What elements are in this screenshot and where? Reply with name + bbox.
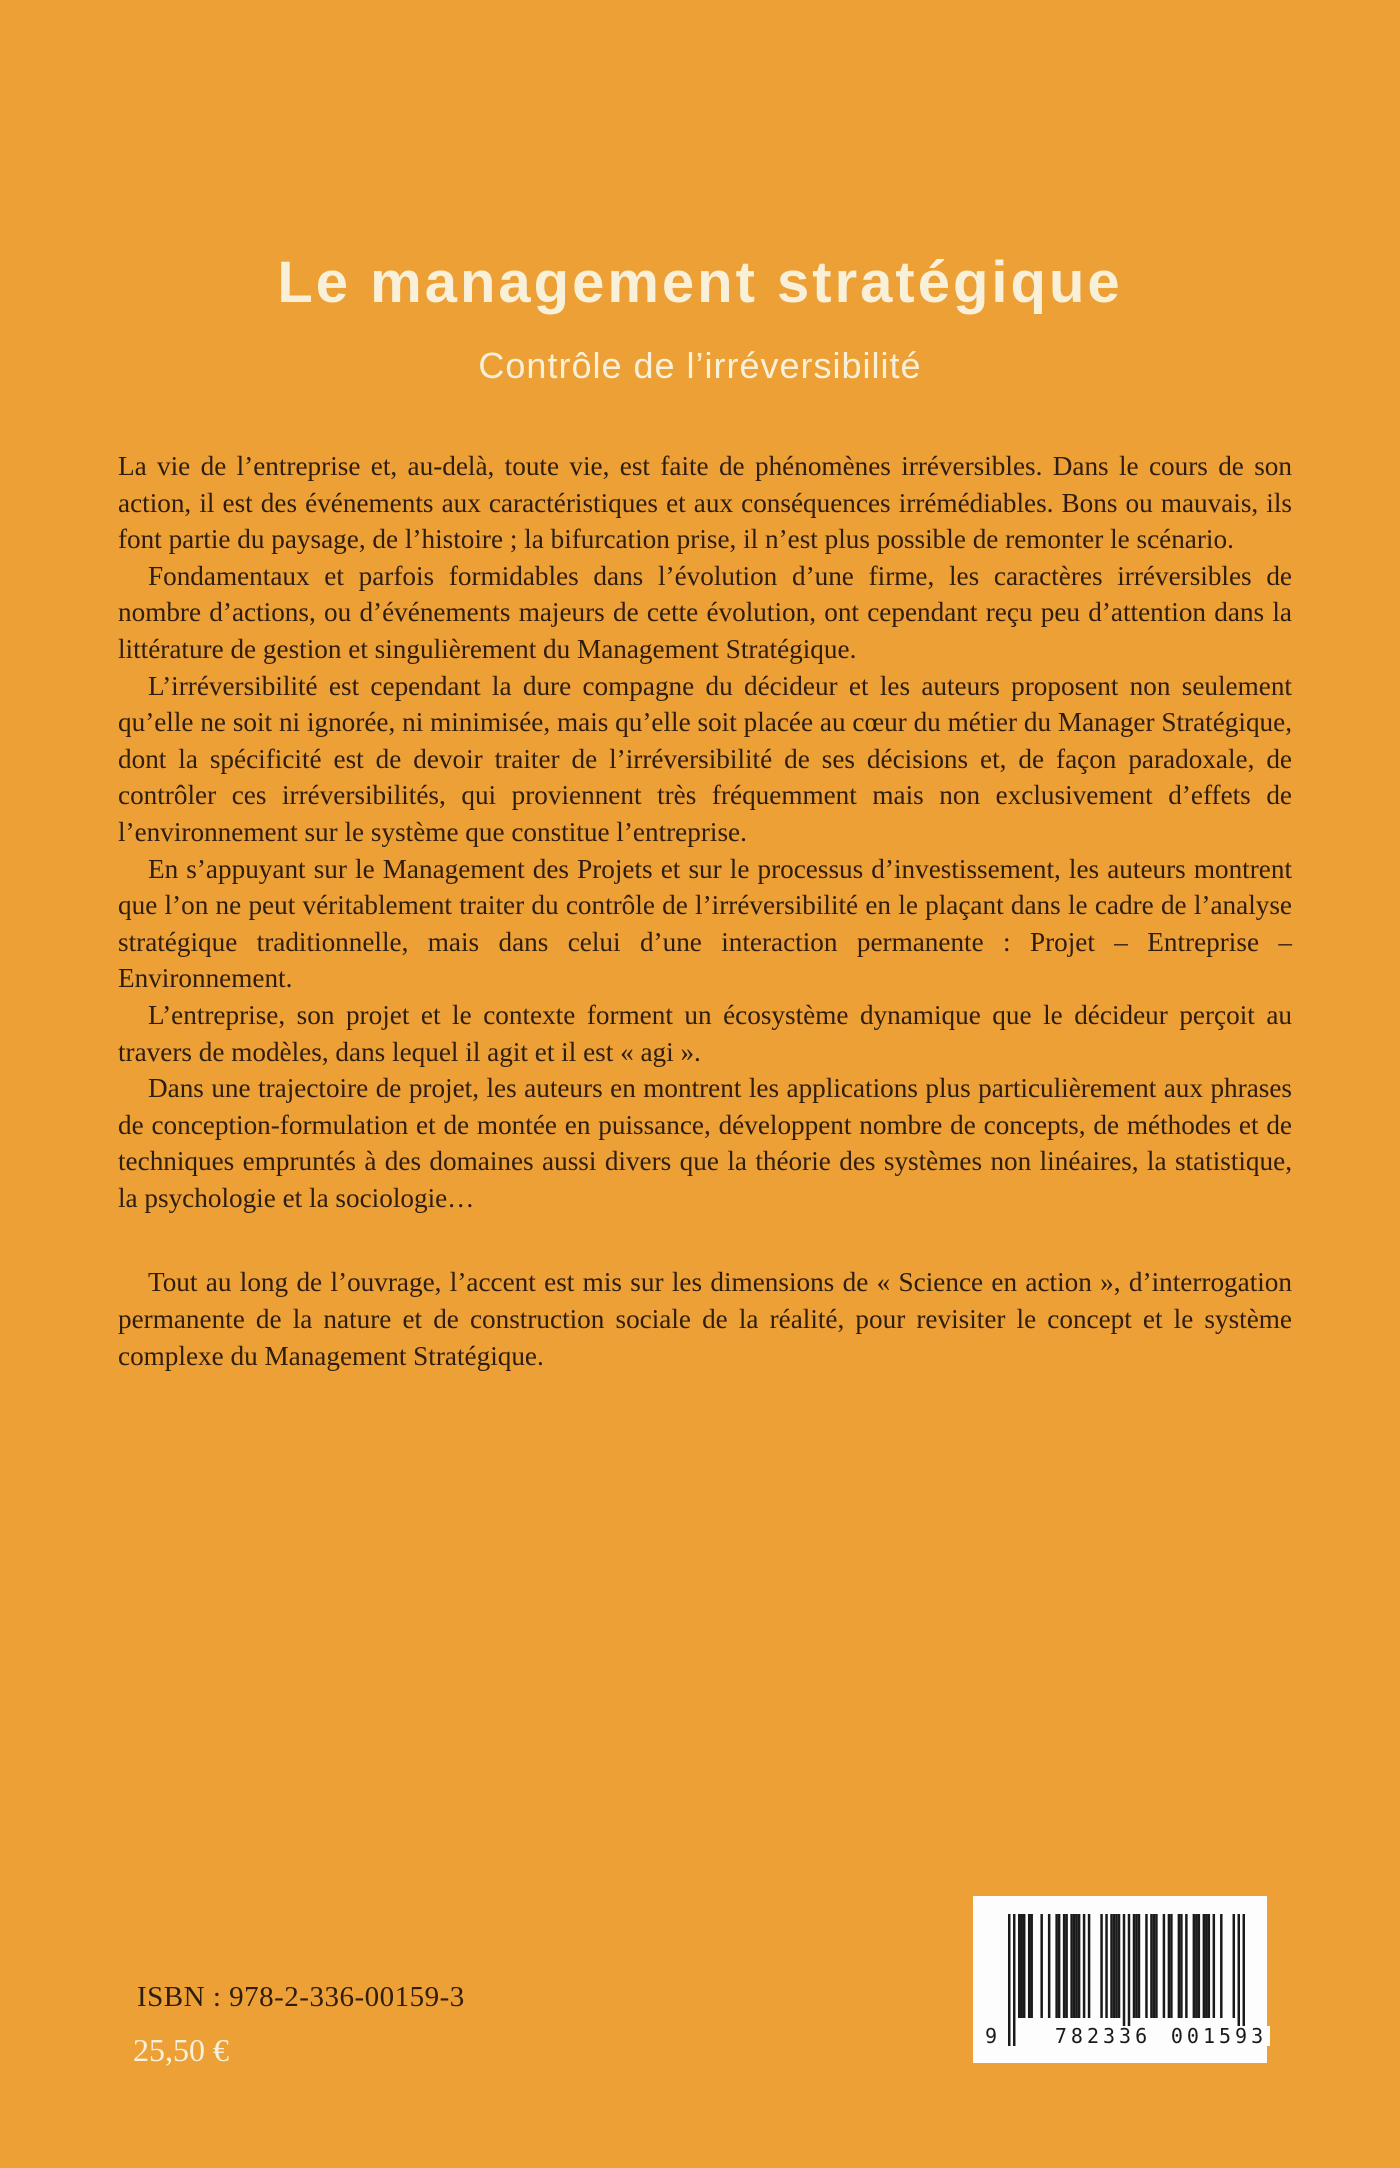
price-text: 25,50 € — [133, 2032, 229, 2068]
title-block — [0, 250, 1400, 315]
body-text — [118, 448, 1292, 1374]
book-subtitle: Contrôle de l’irréversibilité — [478, 345, 922, 386]
barcode-digit-group-2: 001593 — [1168, 2026, 1270, 2046]
paragraph: La vie de l’entreprise et, au-delà, toute vie, est faite de phénomènes irréversibles. Dans le cours de son action, il est des événements aux caractéristiques et aux conséquences irrémédiables. Bons ou mauvais, ils font partie du paysage, de l’histoire ; la bifurcation prise, il n’est plus possible de remonter le scénario. — [118, 451, 1292, 555]
barcode-digit-first: 9 — [985, 2024, 998, 2048]
book-title: Le management stratégique — [277, 250, 1123, 315]
barcode-digit-group-1: 782336 — [1052, 2026, 1154, 2046]
paragraph: Dans une trajectoire de projet, les auteurs en montrent les applications plus particulièrement aux phrases de conception-formulation et de montée en puissance, développent nombre de concepts, de méthodes et de techniques empruntés à des domaines aussi divers que la théorie des systèmes non linéaires, la statistique, la psychologie et la sociologie… — [118, 1073, 1292, 1213]
paragraph: Tout au long de l’ouvrage, l’accent est mis sur les dimensions de « Science en action », d’interrogation permanente de la nature et de construction sociale de la réalité, pour revisiter le concept et le système complexe du Management Stratégique. — [118, 1267, 1292, 1371]
paragraph: L’irréversibilité est cependant la dure compagne du décideur et les auteurs proposent non seulement qu’elle ne soit ni ignorée, ni minimisée, mais qu’elle soit placée au cœur du métier du Manager Stratégique, dont la spécificité est de devoir traiter de l’irréversibilité de ses décisions et, de façon paradoxale, de contrôler ces irréversibilités, qui proviennent très fréquemment mais non exclusivement d’effets de l’environnement sur le système que constitue l’entreprise. — [118, 670, 1292, 847]
paragraph: En s’appuyant sur le Management des Projets et sur le processus d’investissement, les auteurs montrent que l’on ne peut véritablement traiter du contrôle de l’irréversibilité en le plaçant dans le cadre de l’analyse stratégique traditionnelle, mais dans celui d’une interaction permanente : Projet – Entreprise – Environnement. — [118, 853, 1292, 994]
paragraph: L’entreprise, son projet et le contexte forment un écosystème dynamique que le décideur perçoit au travers de modèles, dans lequel il agit et il est « agi ». — [118, 999, 1292, 1067]
barcode — [973, 1896, 1267, 2063]
isbn-text: ISBN : 978-2-336-00159-3 — [137, 1981, 465, 2013]
paragraph: Fondamentaux et parfois formidables dans l’évolution d’une firme, les caractères irréversibles de nombre d’actions, ou d’événements majeurs de cette évolution, ont cependant reçu peu d’attention dans la littérature de gestion et singulièrement du Management Stratégique. — [118, 560, 1292, 664]
